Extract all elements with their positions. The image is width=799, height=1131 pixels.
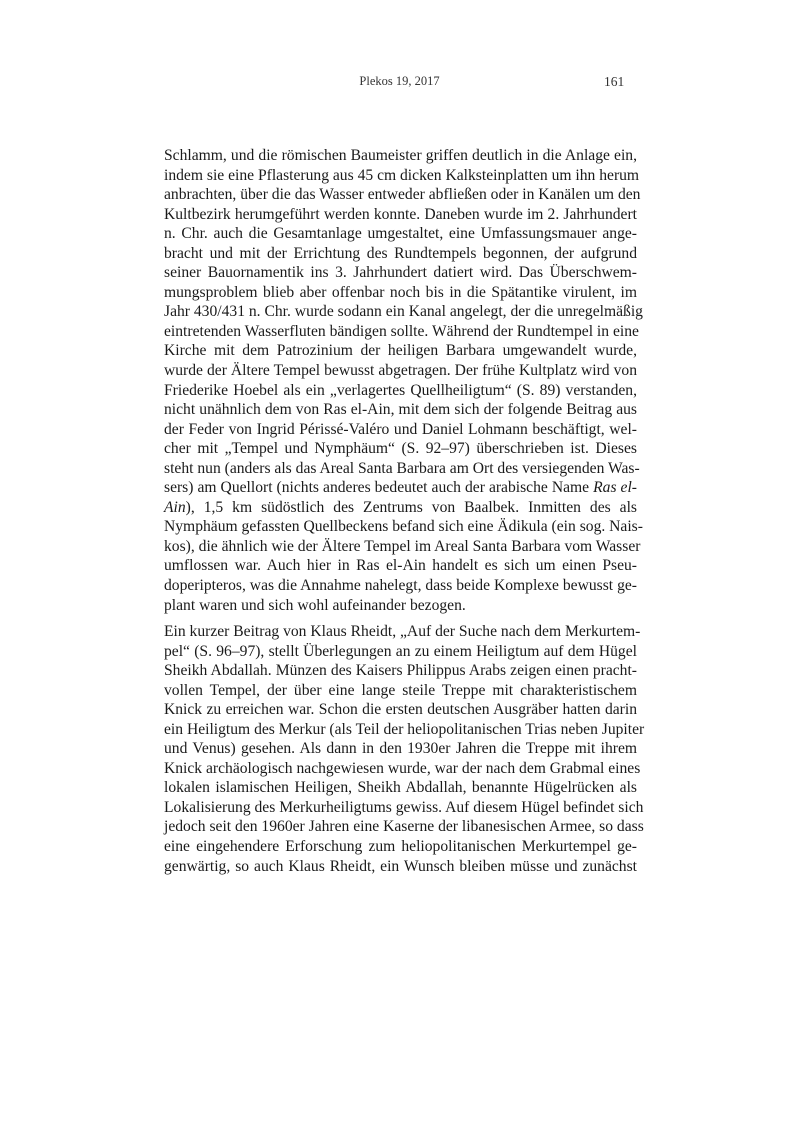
- text-line: Sheikh Abdallah. Münzen des Kaisers Philippus Arabs zeigen einen pracht-: [164, 662, 637, 680]
- text-line: der Feder von Ingrid Périssé-Valéro und Daniel Lohmann beschäftigt, wel-: [164, 420, 637, 438]
- text-line: und Venus) gesehen. Als dann in den 1930er Jahren die Treppe mit ihrem: [164, 740, 637, 758]
- text-line: Jahr 430/431 n. Chr. wurde sodann ein Kanal angelegt, der die unregelmäßig: [164, 303, 643, 321]
- paragraph-2: [164, 622, 645, 876]
- text-line: Friederike Hoebel als ein „verlagertes Quellheiligtum“ (S. 89) verstanden,: [164, 381, 637, 399]
- text-line: pel“ (S. 96–97), stellt Überlegungen an zu einem Heiligtum auf dem Hügel: [164, 642, 637, 660]
- text-line: kos), die ähnlich wie der Ältere Tempel im Areal Santa Barbara vom Wasser: [164, 537, 641, 555]
- text-line: jedoch seit den 1960er Jahren eine Kaserne der libanesischen Armee, so dass: [164, 818, 644, 836]
- text-line: Nymphäum gefassten Quellbeckens befand sich eine Ädikula (ein sog. Nais-: [164, 518, 643, 536]
- text-line: vollen Tempel, der über eine lange steile Treppe mit charakteristischem: [164, 681, 637, 699]
- italic-text: Ras el-: [593, 479, 637, 497]
- text-line: Lokalisierung des Merkurheiligtums gewiss. Auf diesem Hügel befindet sich: [164, 798, 644, 816]
- text-line: anbrachten, über die das Wasser entweder abfließen oder in Kanälen um den: [164, 186, 641, 204]
- text-line: [164, 498, 637, 518]
- running-header: Plekos 19, 2017: [359, 74, 440, 88]
- paragraph-1: [164, 146, 643, 615]
- text-line: Schlamm, und die römischen Baumeister griffen deutlich in die Anlage ein,: [164, 147, 637, 164]
- text-line: seiner Bauornamentik ins 3. Jahrhundert datiert wird. Das Überschwem-: [164, 264, 637, 282]
- text-line: cher mit „Tempel und Nymphäum“ (S. 92–97) überschrieben ist. Dieses: [164, 440, 637, 458]
- text-line: eine eingehendere Erforschung zum heliopolitanischen Merkurtempel ge-: [164, 838, 637, 856]
- text-segment: sers) am Quellort (nichts anderes bedeutet auch der arabische Name: [164, 479, 594, 497]
- text-line: lokalen islamischen Heiligen, Sheikh Abdallah, benannte Hügelrücken als: [164, 779, 637, 797]
- text-line: steht nun (anders als das Areal Santa Barbara am Ort des versiegenden Was-: [164, 459, 640, 477]
- text-line: bracht und mit der Errichtung des Rundtempels begonnen, der aufgrund: [164, 244, 637, 262]
- text-line: wurde der Ältere Tempel bewusst abgetragen. Der frühe Kultplatz wird von: [164, 362, 637, 380]
- text-line: Knick archäologisch nachgewiesen wurde, war der nach dem Grabmal eines: [164, 759, 641, 777]
- text-line: Kultbezirk herumgeführt werden konnte. Daneben wurde im 2. Jahrhundert: [164, 205, 637, 223]
- text-line: genwärtig, so auch Klaus Rheidt, ein Wunsch bleiben müsse und zunächst: [164, 857, 637, 875]
- text-line: n. Chr. auch die Gesamtanlage umgestaltet, eine Umfassungsmauer ange-: [164, 225, 637, 243]
- text-line: eintretenden Wasserfluten bändigen sollte. Während der Rundtempel in eine: [164, 322, 639, 340]
- page-number: 161: [604, 74, 625, 89]
- text-line: nicht unähnlich dem von Ras el-Ain, mit dem sich der folgende Beitrag aus: [164, 401, 637, 419]
- text-line: umflossen war. Auch hier in Ras el-Ain handelt es sich um einen Pseu-: [164, 557, 637, 575]
- text-line: plant waren und sich wohl aufeinander bezogen.: [164, 596, 466, 614]
- text-line: doperipteros, was die Annahme nahelegt, dass beide Komplexe bewusst ge-: [164, 577, 637, 595]
- text-line: indem sie eine Pflasterung aus 45 cm dicken Kalksteinplatten um ihn herum: [164, 166, 640, 184]
- italic-text: Ain: [164, 498, 186, 516]
- text-line: [164, 478, 637, 498]
- text-line: ein Heiligtum des Merkur (als Teil der heliopolitanischen Trias neben Jupiter: [164, 720, 645, 738]
- text-line: Knick zu erreichen war. Schon die ersten deutschen Ausgräber hatten darin: [164, 701, 637, 719]
- text-line: Ein kurzer Beitrag von Klaus Rheidt, „Auf der Suche nach dem Merkurtem-: [164, 623, 641, 640]
- text-line: Kirche mit dem Patrozinium der heiligen Barbara umgewandelt wurde,: [164, 342, 637, 360]
- text-line: mungsproblem blieb aber offenbar noch bis in die Spätantike virulent, im: [164, 283, 637, 301]
- text-segment: ), 1,5 km südöstlich des Zentrums von Baalbek. Inmitten des als: [185, 498, 637, 516]
